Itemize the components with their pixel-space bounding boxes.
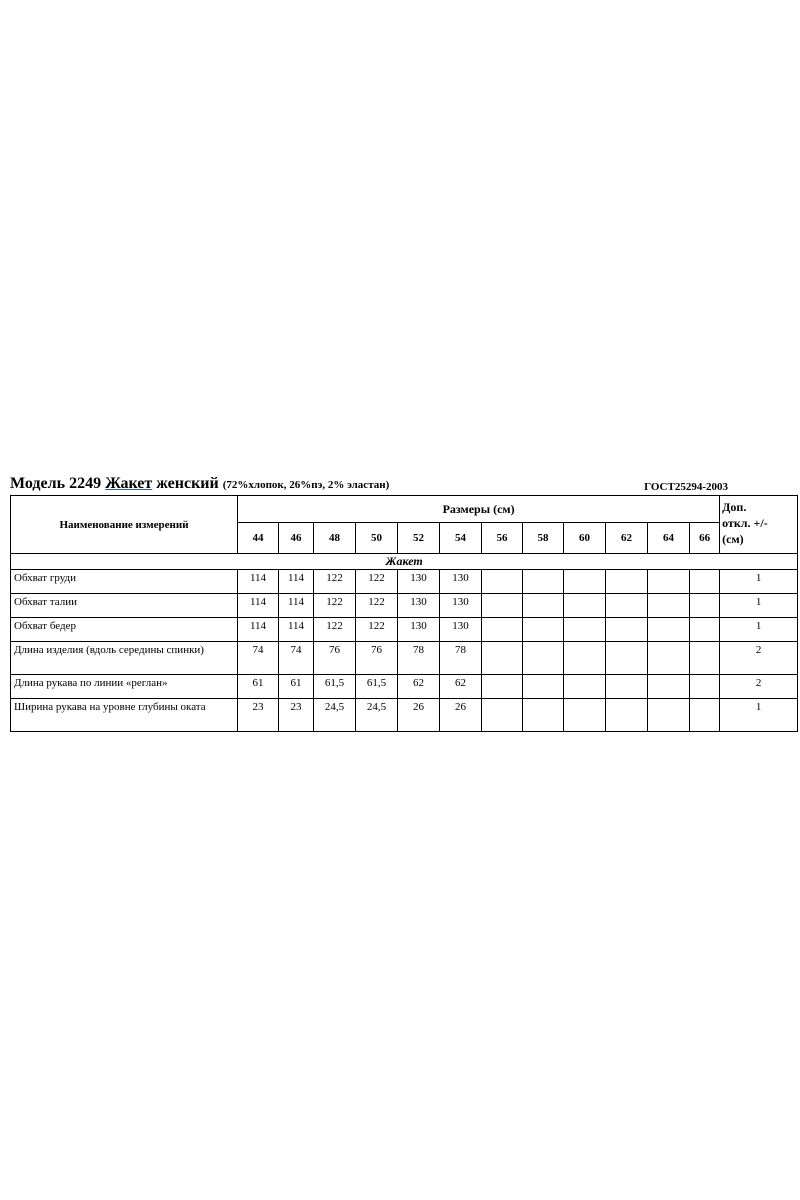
measurement-value [523,570,564,594]
measurement-value [523,618,564,642]
size-number-cell: 52 [398,523,440,554]
measurement-value: 114 [238,594,279,618]
measurement-value: 114 [279,570,314,594]
measurement-value [482,570,523,594]
measurement-value [564,699,606,732]
measurement-value [690,642,720,675]
size-number-cell: 50 [356,523,398,554]
tolerance-header-line: Доп. [722,500,747,514]
measurement-value [606,699,648,732]
gender-label: женский [156,475,219,492]
measurement-value: 114 [238,570,279,594]
measurement-value: 24,5 [356,699,398,732]
measurement-value: 61,5 [356,675,398,699]
measurement-value: 62 [398,675,440,699]
measurement-name: Ширина рукава на уровне глубины оката [11,699,238,732]
measurement-value: 76 [356,642,398,675]
measurement-row [11,618,798,642]
model-label: Модель 2249 [10,475,102,492]
measurement-row [11,675,798,699]
tolerance-value: 1 [720,594,798,618]
measurement-value [482,699,523,732]
measurement-value: 61 [279,675,314,699]
measurement-value [482,594,523,618]
measurement-value [564,642,606,675]
measurement-value [690,594,720,618]
measurement-value [606,570,648,594]
size-number-cell: 64 [648,523,690,554]
size-chart-document [10,475,798,732]
measurement-value [482,618,523,642]
measurement-value: 122 [356,594,398,618]
size-number-cell: 44 [238,523,279,554]
tolerance-value: 2 [720,675,798,699]
size-number-cell: 54 [440,523,482,554]
measurement-value: 78 [398,642,440,675]
measurement-value: 130 [440,570,482,594]
size-number-cell: 60 [564,523,606,554]
gost-standard: ГОСТ25294-2003 [644,481,728,493]
tolerance-value: 1 [720,618,798,642]
tolerance-header [720,496,798,554]
measurement-value [690,570,720,594]
measurement-name: Длина рукава по линии «реглан» [11,675,238,699]
tolerance-header-line: откл. +/- [722,516,768,530]
measurement-value: 62 [440,675,482,699]
fabric-composition: (72%хлопок, 26%пэ, 2% эластан) [222,479,390,491]
document-title [10,475,389,493]
measurement-value: 130 [398,594,440,618]
measurement-value [690,618,720,642]
measurement-value: 122 [356,570,398,594]
tolerance-value: 1 [720,699,798,732]
title-row [10,475,798,495]
measurement-row [11,642,798,675]
tolerance-value: 2 [720,642,798,675]
measurement-value [648,570,690,594]
measurement-value [523,642,564,675]
measurement-value [606,642,648,675]
measurement-value [564,570,606,594]
section-row [11,554,798,570]
measurement-value: 61,5 [314,675,356,699]
measurement-value [648,594,690,618]
measurement-value [690,675,720,699]
measurement-value [690,699,720,732]
measurement-value [648,642,690,675]
measurement-name: Обхват бедер [11,618,238,642]
measurement-row [11,594,798,618]
measurement-value: 78 [440,642,482,675]
measurement-value: 114 [238,618,279,642]
measurement-value: 122 [314,594,356,618]
measurement-value: 130 [440,618,482,642]
measurement-value [606,594,648,618]
measurement-value: 23 [279,699,314,732]
measurement-value [648,699,690,732]
tolerance-value: 1 [720,570,798,594]
measurement-name: Длина изделия (вдоль середины спинки) [11,642,238,675]
measurement-value: 122 [356,618,398,642]
measurement-value: 24,5 [314,699,356,732]
section-label: Жакет [11,554,798,570]
size-number-cell: 66 [690,523,720,554]
measurement-name: Обхват талии [11,594,238,618]
measurement-value: 26 [398,699,440,732]
tolerance-header-line: (см) [722,532,744,546]
measurement-value: 130 [398,618,440,642]
measurement-value [564,618,606,642]
size-number-cell: 58 [523,523,564,554]
measurement-value [648,675,690,699]
size-table [10,495,798,732]
measurement-value: 130 [440,594,482,618]
size-number-cell: 62 [606,523,648,554]
measurement-value [482,675,523,699]
measurement-name-header: Наименование измерений [11,496,238,554]
measurement-row [11,570,798,594]
measurement-value: 114 [279,618,314,642]
measurement-value [648,618,690,642]
measurement-value: 74 [279,642,314,675]
measurement-value [523,675,564,699]
sizes-header: Размеры (см) [238,496,720,523]
measurement-value: 114 [279,594,314,618]
measurement-value [523,594,564,618]
measurement-value: 61 [238,675,279,699]
measurement-value: 26 [440,699,482,732]
garment-label: Жакет [105,475,153,492]
measurement-name: Обхват груди [11,570,238,594]
size-number-cell: 46 [279,523,314,554]
measurement-value: 122 [314,570,356,594]
measurement-value: 122 [314,618,356,642]
measurement-value [564,675,606,699]
measurement-value: 23 [238,699,279,732]
measurement-value [523,699,564,732]
measurement-value [482,642,523,675]
measurement-row [11,699,798,732]
size-number-cell: 48 [314,523,356,554]
size-number-cell: 56 [482,523,523,554]
measurement-value [606,618,648,642]
measurement-value [606,675,648,699]
measurement-value: 130 [398,570,440,594]
measurement-value [564,594,606,618]
measurement-value: 76 [314,642,356,675]
measurement-value: 74 [238,642,279,675]
